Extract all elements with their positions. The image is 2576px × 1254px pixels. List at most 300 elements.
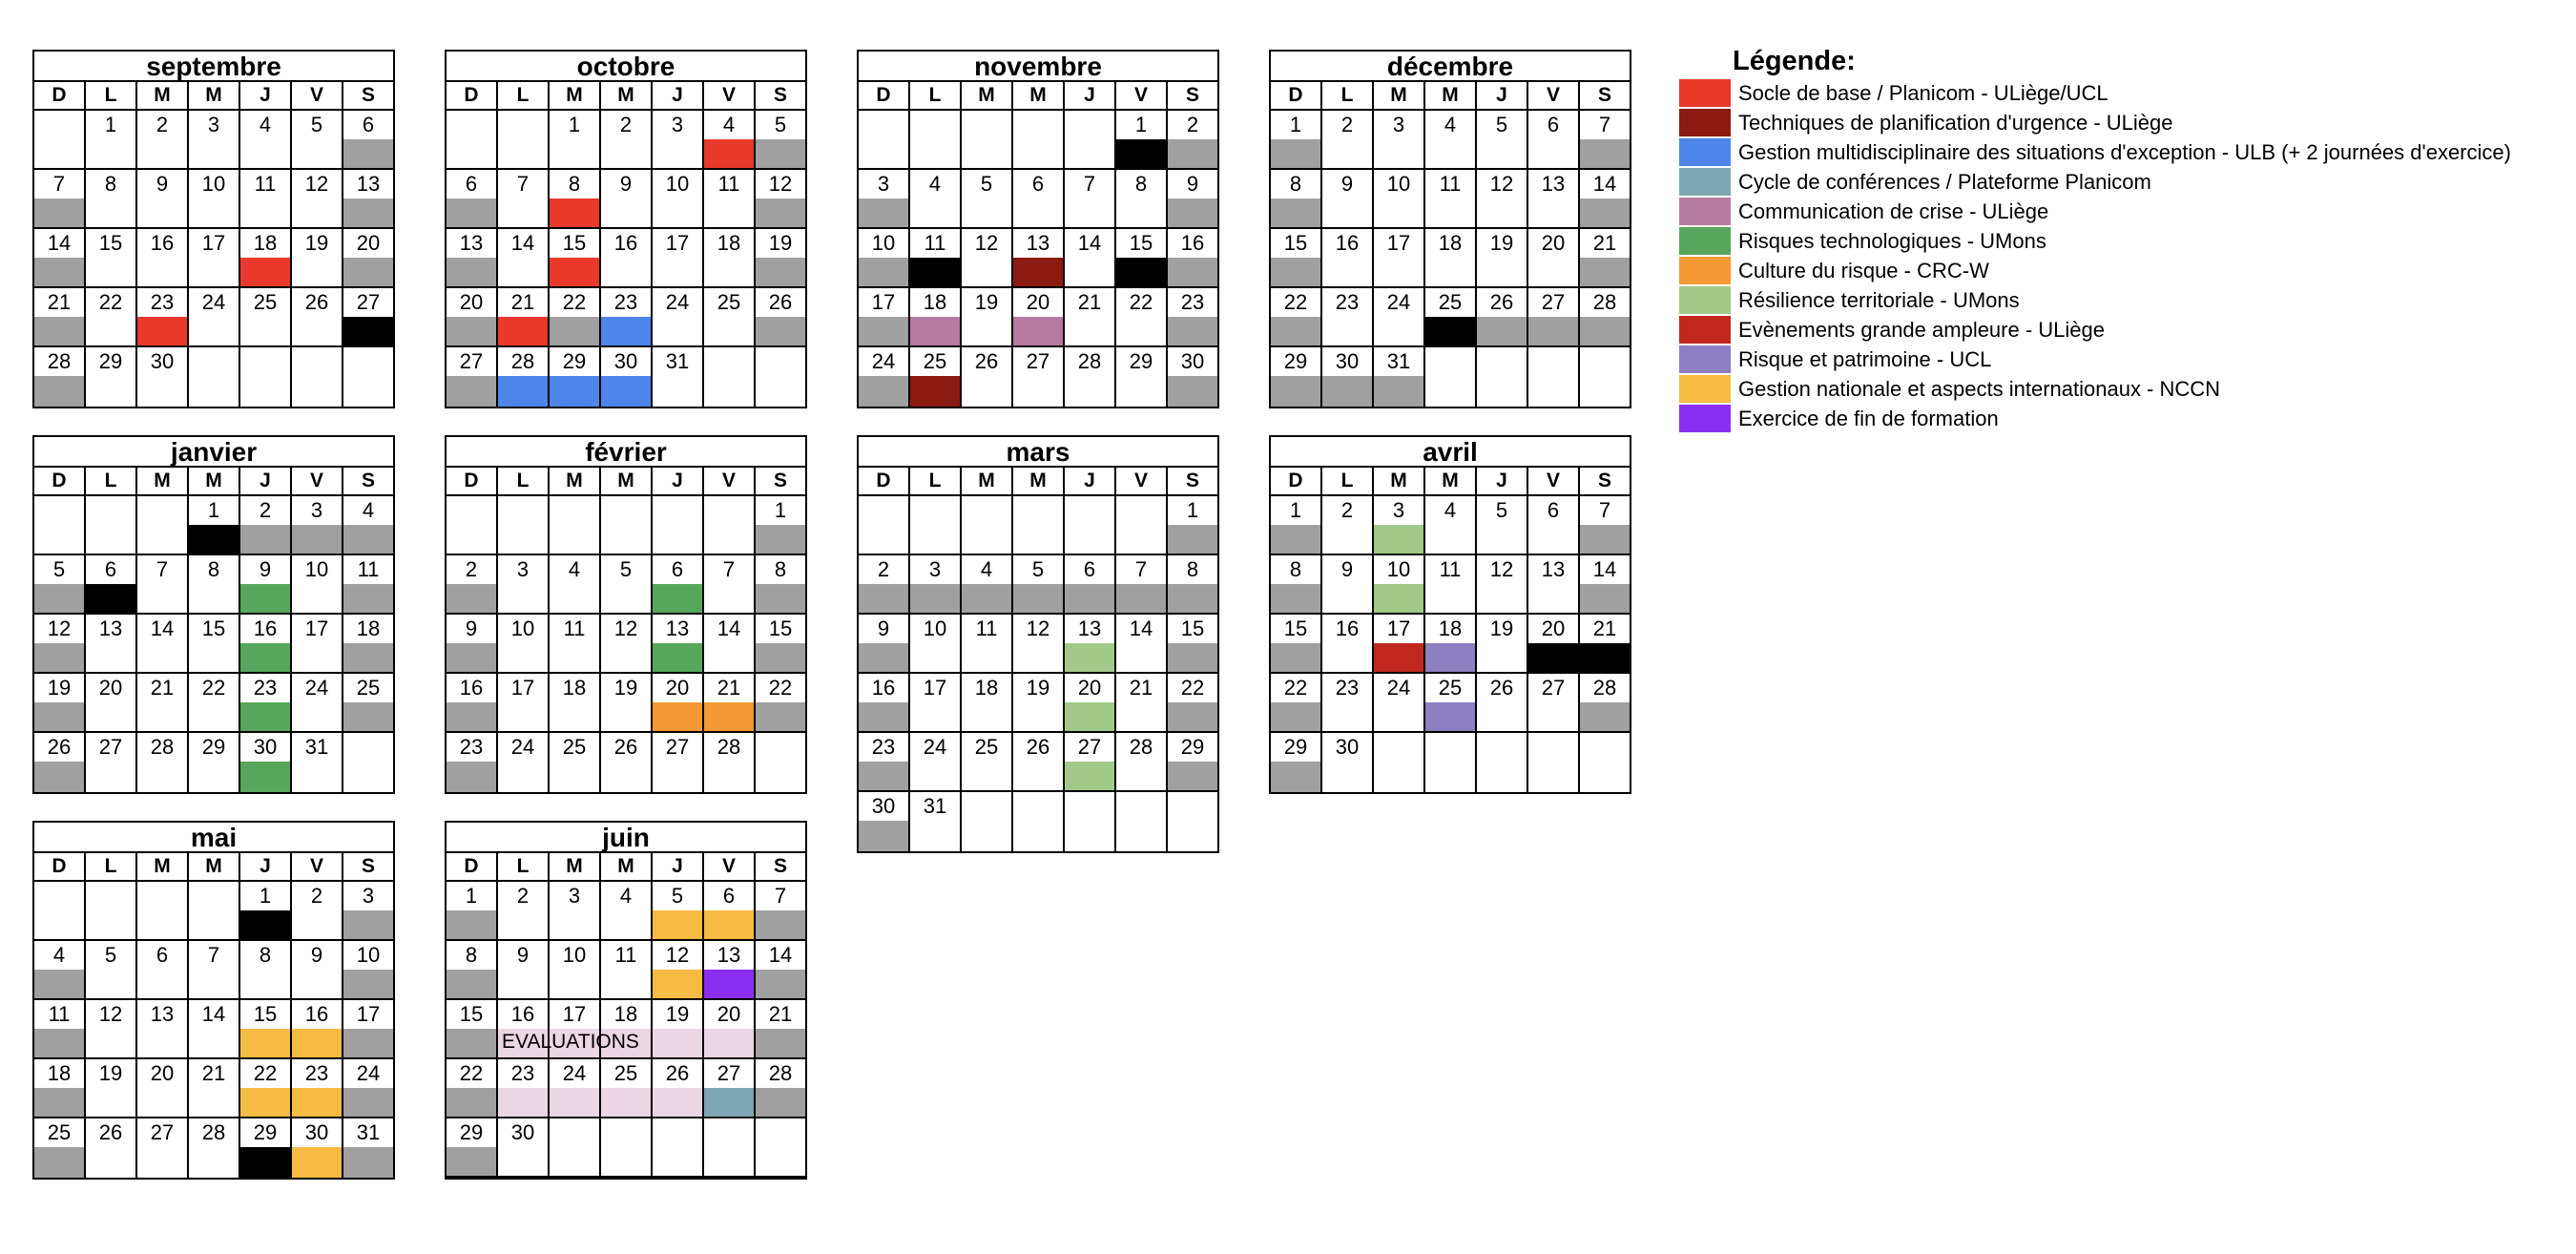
day-number: 3 — [207, 113, 220, 136]
day-of-week-header — [447, 853, 805, 882]
day-cell — [1527, 496, 1578, 554]
day-number: 21 — [201, 1061, 226, 1085]
week-row — [859, 615, 1217, 674]
day-cell — [702, 170, 754, 227]
week-row — [34, 1000, 393, 1059]
day-number: 14 — [1592, 172, 1617, 196]
day-number: 29 — [562, 349, 587, 373]
day-marker — [550, 643, 599, 672]
day-number: 31 — [923, 794, 947, 818]
legend-label: Gestion multidisciplinaire des situations d'exception - ULB (+ 2 journées d'exercice) — [1738, 139, 2511, 164]
day-number: 24 — [1386, 290, 1411, 314]
day-of-week: L — [84, 468, 135, 494]
day-number: 16 — [459, 676, 484, 700]
day-cell — [447, 229, 496, 286]
day-of-week: M — [1372, 82, 1423, 109]
day-marker — [756, 584, 805, 613]
day-cell — [960, 496, 1011, 554]
day-marker — [1116, 317, 1166, 345]
legend-label: Gestion nationale et aspects internationaux - NCCN — [1738, 376, 2221, 401]
day-number: 29 — [1283, 735, 1308, 759]
day-marker — [1477, 376, 1527, 407]
day-cell — [135, 111, 187, 168]
day-number: 7 — [1598, 498, 1611, 522]
day-cell — [1423, 347, 1475, 407]
day-number: 18 — [923, 290, 947, 314]
day-number: 31 — [665, 349, 690, 373]
week-row — [859, 288, 1217, 347]
day-number: 25 — [974, 735, 999, 759]
day-number: 11 — [1439, 557, 1462, 581]
day-number: 13 — [1077, 617, 1102, 640]
day-number: 25 — [47, 1120, 72, 1144]
day-cell — [859, 674, 908, 731]
day-marker — [1477, 258, 1527, 286]
day-marker — [137, 139, 187, 168]
day-marker — [1168, 643, 1217, 672]
day-cell — [239, 288, 290, 345]
day-marker — [1322, 258, 1372, 286]
day-of-week: D — [464, 470, 479, 491]
day-number: 1 — [1186, 498, 1199, 522]
day-number: 12 — [974, 231, 999, 255]
day-cell — [548, 347, 599, 407]
day-number: 5 — [1031, 557, 1045, 581]
month-title: mars — [859, 437, 1217, 468]
day-number: 21 — [717, 676, 741, 700]
day-cell — [84, 733, 135, 792]
week-row — [34, 615, 393, 674]
week-row — [1271, 674, 1630, 733]
day-cell — [447, 288, 496, 345]
day-marker — [189, 1029, 239, 1057]
day-number — [962, 792, 1011, 821]
day-marker — [859, 584, 908, 613]
day-of-week: M — [599, 468, 651, 494]
week-row — [859, 733, 1217, 792]
day-number — [653, 1118, 702, 1147]
day-cell — [135, 496, 187, 554]
day-marker — [1271, 643, 1320, 672]
day-marker — [1322, 317, 1372, 345]
day-cell — [548, 170, 599, 227]
day-marker — [34, 1029, 84, 1057]
day-number: 24 — [510, 735, 535, 759]
day-marker — [910, 525, 960, 554]
day-number: 21 — [1129, 676, 1153, 700]
day-marker — [550, 139, 599, 168]
day-cell — [34, 941, 84, 998]
day-cell — [290, 288, 342, 345]
day-marker — [292, 584, 342, 613]
day-cell — [84, 555, 135, 613]
day-number: 14 — [1077, 231, 1102, 255]
month-6 — [857, 435, 1219, 853]
day-cell — [239, 229, 290, 286]
day-cell — [1271, 170, 1320, 227]
day-number: 7 — [52, 172, 66, 196]
day-number: 1 — [1134, 113, 1148, 136]
day-number: 7 — [1598, 113, 1611, 136]
day-cell — [1114, 555, 1166, 613]
day-cell — [447, 555, 496, 613]
event-marker-tech — [653, 643, 702, 672]
event-marker-resil — [1065, 702, 1114, 731]
day-cell — [859, 733, 908, 790]
day-number — [137, 496, 187, 525]
day-number: 22 — [562, 290, 587, 314]
day-number: 25 — [923, 349, 947, 373]
day-cell — [135, 170, 187, 227]
day-number: 23 — [253, 676, 278, 700]
day-cell — [548, 229, 599, 286]
day-marker — [343, 643, 393, 672]
day-number: 15 — [562, 231, 587, 255]
day-number — [1477, 733, 1527, 762]
day-marker — [343, 970, 393, 998]
day-number: 5 — [104, 943, 117, 967]
day-of-week: V — [290, 82, 342, 109]
day-cell — [187, 733, 239, 792]
day-cell — [859, 229, 908, 286]
event-marker-comm — [910, 317, 960, 345]
day-number: 1 — [465, 884, 478, 908]
day-cell — [908, 229, 960, 286]
day-of-week-header — [447, 82, 805, 111]
day-number — [1528, 733, 1578, 762]
day-cell — [960, 555, 1011, 613]
legend-swatch — [1679, 79, 1731, 107]
day-of-week: M — [548, 82, 599, 109]
day-number: 17 — [1386, 231, 1411, 255]
day-cell — [1011, 674, 1063, 731]
week-row — [859, 111, 1217, 170]
day-marker — [550, 702, 599, 731]
day-cell — [702, 615, 754, 672]
day-number: 24 — [871, 349, 896, 373]
day-cell — [1423, 733, 1475, 792]
legend-label: Exercice de fin de formation — [1738, 406, 1999, 430]
day-marker — [343, 702, 393, 731]
day-of-week: J — [651, 82, 702, 109]
day-cell — [84, 347, 135, 407]
day-number — [1580, 347, 1630, 376]
day-cell — [651, 1000, 702, 1057]
day-cell — [1166, 792, 1217, 851]
day-number — [240, 347, 290, 376]
day-number — [1425, 347, 1475, 376]
day-cell — [187, 288, 239, 345]
day-number: 4 — [928, 172, 942, 196]
day-number — [1116, 496, 1166, 525]
day-marker — [240, 317, 290, 345]
day-number: 13 — [665, 617, 690, 640]
day-cell — [239, 496, 290, 554]
day-marker — [1271, 376, 1320, 407]
day-number: 24 — [562, 1061, 587, 1085]
day-number: 21 — [510, 290, 535, 314]
day-of-week: L — [496, 82, 548, 109]
day-cell — [548, 111, 599, 168]
day-marker — [86, 258, 135, 286]
day-marker — [137, 910, 187, 939]
week-row — [447, 1118, 805, 1178]
week-row — [1271, 170, 1630, 229]
day-number: 6 — [1031, 172, 1045, 196]
day-cell — [1063, 229, 1114, 286]
day-of-week: S — [342, 853, 393, 880]
day-number: 10 — [201, 172, 226, 196]
day-marker — [910, 821, 960, 851]
day-number — [1013, 496, 1063, 525]
day-cell — [290, 555, 342, 613]
week-row — [1271, 733, 1630, 792]
day-number: 12 — [768, 172, 793, 196]
day-cell — [599, 288, 651, 345]
day-cell — [1166, 347, 1217, 407]
day-number — [1065, 792, 1114, 821]
day-number: 26 — [974, 349, 999, 373]
day-marker — [1116, 702, 1166, 731]
day-cell — [1372, 496, 1423, 554]
day-marker — [1374, 376, 1423, 407]
day-marker — [962, 643, 1011, 672]
day-number: 13 — [717, 943, 741, 967]
week-row — [1271, 288, 1630, 347]
day-cell — [342, 1059, 393, 1117]
day-number: 25 — [717, 290, 741, 314]
day-marker — [189, 702, 239, 731]
day-marker — [1168, 584, 1217, 613]
day-number: 18 — [562, 676, 587, 700]
day-marker — [189, 643, 239, 672]
day-marker — [343, 1029, 393, 1057]
day-cell — [135, 1059, 187, 1117]
event-marker-nccn — [292, 1029, 342, 1057]
day-number: 24 — [1386, 676, 1411, 700]
day-marker — [447, 139, 496, 168]
day-cell — [1320, 347, 1372, 407]
day-number: 9 — [465, 617, 478, 640]
day-marker — [498, 970, 548, 998]
day-number: 12 — [98, 1002, 123, 1026]
day-cell — [1578, 496, 1630, 554]
day-marker — [34, 910, 84, 939]
month-4 — [32, 435, 395, 794]
day-cell — [187, 170, 239, 227]
day-marker — [1425, 762, 1475, 792]
day-marker — [447, 970, 496, 998]
day-marker — [86, 199, 135, 227]
day-marker — [910, 762, 960, 790]
event-marker-urgence — [910, 376, 960, 407]
day-marker — [34, 643, 84, 672]
day-marker — [653, 199, 702, 227]
day-marker — [1168, 525, 1217, 554]
day-marker — [1528, 762, 1578, 792]
day-number: 7 — [156, 557, 169, 581]
day-marker — [343, 525, 393, 554]
day-cell — [651, 555, 702, 613]
day-cell — [1423, 496, 1475, 554]
day-number: 4 — [568, 557, 581, 581]
day-number: 3 — [928, 557, 942, 581]
day-cell — [342, 170, 393, 227]
day-cell — [84, 1059, 135, 1117]
day-cell — [135, 941, 187, 998]
day-number: 28 — [1129, 735, 1153, 759]
day-number: 26 — [1026, 735, 1050, 759]
day-marker — [34, 1147, 84, 1178]
day-number: 28 — [1592, 676, 1617, 700]
month-title: juin — [447, 823, 805, 853]
day-marker — [447, 317, 496, 345]
day-number: 10 — [356, 943, 381, 967]
day-number: 27 — [150, 1120, 175, 1144]
day-number — [601, 496, 651, 525]
month-title: avril — [1271, 437, 1630, 468]
day-number: 10 — [562, 943, 587, 967]
day-marker — [756, 199, 805, 227]
day-cell — [908, 170, 960, 227]
day-number: 6 — [671, 557, 684, 581]
day-number: 12 — [665, 943, 690, 967]
day-marker — [292, 258, 342, 286]
day-marker — [1425, 376, 1475, 407]
day-number: 25 — [253, 290, 278, 314]
day-number: 2 — [156, 113, 169, 136]
day-number: 27 — [1077, 735, 1102, 759]
day-cell — [290, 229, 342, 286]
legend-label: Cycle de conférences / Plateforme Planicom — [1738, 169, 2151, 194]
day-number: 7 — [516, 172, 530, 196]
day-number: 8 — [465, 943, 478, 967]
day-cell — [651, 1059, 702, 1117]
day-number: 23 — [459, 735, 484, 759]
day-number: 27 — [717, 1061, 741, 1085]
legend-item-comm — [1679, 197, 2566, 226]
day-number: 14 — [1129, 617, 1153, 640]
day-marker — [447, 199, 496, 227]
day-cell — [187, 615, 239, 672]
day-cell — [1578, 733, 1630, 792]
day-cell — [1475, 170, 1527, 227]
day-number: 8 — [1289, 172, 1302, 196]
day-marker — [1168, 317, 1217, 345]
day-of-week: V — [1527, 82, 1578, 109]
day-number: 3 — [310, 498, 323, 522]
event-marker-exercice — [704, 970, 754, 998]
day-number: 21 — [150, 676, 175, 700]
day-marker — [86, 1029, 135, 1057]
day-cell — [908, 733, 960, 790]
day-cell — [496, 1118, 548, 1176]
week-row — [1271, 615, 1630, 674]
day-number — [189, 882, 239, 910]
day-cell — [187, 347, 239, 407]
day-of-week-header — [34, 468, 393, 496]
day-number: 27 — [356, 290, 381, 314]
legend-item-urgence — [1679, 108, 2566, 137]
day-number: 12 — [304, 172, 329, 196]
day-cell — [342, 941, 393, 998]
day-cell — [702, 347, 754, 407]
day-marker — [1580, 643, 1630, 672]
day-marker — [137, 1088, 187, 1117]
day-number: 26 — [304, 290, 329, 314]
day-marker — [1322, 643, 1372, 672]
day-marker — [1322, 376, 1372, 407]
day-number: 10 — [510, 617, 535, 640]
day-number — [1168, 792, 1217, 821]
day-of-week: L — [84, 82, 135, 109]
day-marker — [498, 762, 548, 792]
day-number: 8 — [774, 557, 787, 581]
day-cell — [960, 733, 1011, 790]
day-cell — [496, 111, 548, 168]
legend-label: Evènements grande ampleure - ULiège — [1738, 317, 2106, 342]
day-number: 23 — [613, 290, 638, 314]
day-number: 18 — [47, 1061, 72, 1085]
day-marker — [86, 643, 135, 672]
day-cell — [1114, 170, 1166, 227]
day-number: 11 — [357, 557, 380, 581]
day-cell — [187, 111, 239, 168]
day-marker — [1322, 584, 1372, 613]
day-number — [1013, 111, 1063, 139]
day-of-week: L — [908, 468, 960, 494]
day-marker — [1013, 762, 1063, 790]
day-number: 11 — [924, 231, 946, 255]
day-number: 22 — [1283, 290, 1308, 314]
day-cell — [34, 229, 84, 286]
day-marker — [1013, 376, 1063, 407]
day-of-week: D — [464, 855, 479, 877]
day-marker — [859, 317, 908, 345]
day-marker — [962, 762, 1011, 790]
day-number: 10 — [871, 231, 896, 255]
day-cell — [1011, 170, 1063, 227]
day-marker — [1065, 199, 1114, 227]
day-marker — [292, 139, 342, 168]
month-3 — [1269, 50, 1631, 408]
day-cell — [496, 496, 548, 554]
day-of-week: J — [239, 468, 290, 494]
day-number: 8 — [1134, 172, 1148, 196]
day-number: 13 — [1026, 231, 1050, 255]
event-marker-tech — [653, 584, 702, 613]
month-0 — [32, 50, 395, 408]
day-number: 10 — [923, 617, 947, 640]
day-cell — [1166, 615, 1217, 672]
day-number: 19 — [47, 676, 72, 700]
day-number — [910, 111, 960, 139]
day-marker — [1013, 139, 1063, 168]
day-cell — [447, 674, 496, 731]
legend-swatch — [1679, 375, 1731, 403]
day-cell — [599, 496, 651, 554]
day-number — [34, 496, 84, 525]
event-marker-culture — [653, 702, 702, 731]
day-cell — [447, 941, 496, 998]
day-cell — [1271, 674, 1320, 731]
day-number: 15 — [459, 1002, 484, 1026]
day-marker — [1065, 376, 1114, 407]
legend-swatch — [1679, 109, 1731, 136]
day-cell — [599, 615, 651, 672]
day-marker — [1425, 525, 1475, 554]
day-number: 10 — [304, 557, 329, 581]
